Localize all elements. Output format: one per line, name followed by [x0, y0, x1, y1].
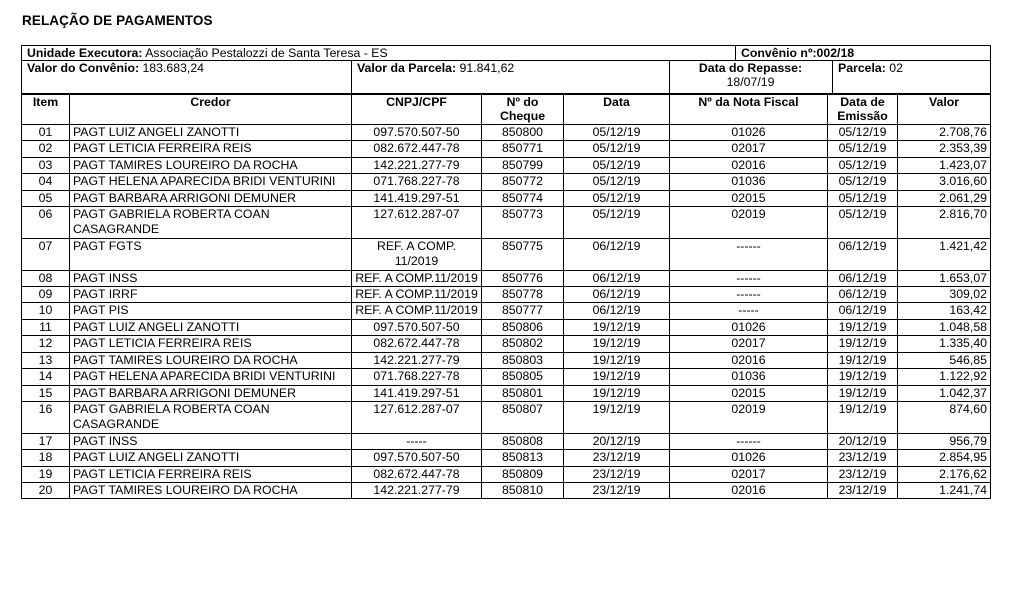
cell-cheque: 850777: [482, 303, 564, 319]
cell-cnpj: REF. A COMP.11/2019: [352, 270, 482, 286]
data-repasse-cell: [670, 61, 833, 94]
cell-emissao: 05/12/19: [828, 157, 898, 173]
cell-valor: 546,85: [898, 352, 991, 368]
cell-credor: PAGT GABRIELA ROBERTA COAN CASAGRANDE: [70, 401, 352, 433]
cell-cnpj: 142.221.277-79: [352, 352, 482, 368]
cell-credor: PAGT HELENA APARECIDA BRIDI VENTURINI: [70, 174, 352, 190]
col-nota: Nº da Nota Fiscal: [670, 95, 828, 125]
cell-emissao: 05/12/19: [828, 207, 898, 239]
valor-parcela-value: 91.841,62: [459, 61, 515, 75]
cell-nota: 01036: [670, 369, 828, 385]
cell-data: 19/12/19: [564, 319, 670, 335]
table-row: [22, 238, 991, 270]
cell-emissao: 19/12/19: [828, 401, 898, 433]
cell-credor: PAGT BARBARA ARRIGONI DEMUNER: [70, 190, 352, 206]
valor-convenio-value: 183.683,24: [142, 61, 205, 75]
cell-item: 16: [22, 401, 70, 433]
cell-item: 08: [22, 270, 70, 286]
cell-credor: PAGT IRRF: [70, 287, 352, 303]
cell-item: 11: [22, 319, 70, 335]
cell-emissao: 23/12/19: [828, 466, 898, 482]
unidade-value: Associação Pestalozzi de Santa Teresa - ES: [145, 46, 388, 60]
cell-data: 06/12/19: [564, 287, 670, 303]
cell-credor: PAGT TAMIRES LOUREIRO DA ROCHA: [70, 157, 352, 173]
parcela-value: 02: [889, 61, 903, 75]
cell-valor: 309,02: [898, 287, 991, 303]
cell-cheque: 850802: [482, 336, 564, 352]
col-emissao: Data de Emissão: [828, 95, 898, 125]
cell-valor: 1.423,07: [898, 157, 991, 173]
cell-emissao: 19/12/19: [828, 385, 898, 401]
valor-parcela-label: Valor da Parcela:: [357, 61, 457, 75]
cell-cheque: 850807: [482, 401, 564, 433]
cell-cnpj: 082.672.447-78: [352, 141, 482, 157]
cell-cnpj: 141.419.297-51: [352, 190, 482, 206]
cell-cheque: 850810: [482, 482, 564, 498]
cell-cnpj: 097.570.507-50: [352, 125, 482, 141]
table-row: [22, 207, 991, 239]
cell-item: 01: [22, 125, 70, 141]
cell-cheque: 850801: [482, 385, 564, 401]
cell-data: 05/12/19: [564, 207, 670, 239]
cell-data: 19/12/19: [564, 352, 670, 368]
cell-nota: 02017: [670, 336, 828, 352]
cell-credor: PAGT LUIZ ANGELI ZANOTTI: [70, 125, 352, 141]
cell-data: 05/12/19: [564, 174, 670, 190]
cell-cnpj: 071.768.227-78: [352, 369, 482, 385]
cell-nota: 01026: [670, 125, 828, 141]
cell-emissao: 06/12/19: [828, 270, 898, 286]
cell-valor: 874,60: [898, 401, 991, 433]
unidade-cell: [22, 46, 736, 61]
cell-cnpj: REF. A COMP. 11/2019: [352, 238, 482, 270]
cell-cheque: 850813: [482, 450, 564, 466]
table-row: [22, 303, 991, 319]
cell-cnpj: 071.768.227-78: [352, 174, 482, 190]
cell-data: 19/12/19: [564, 385, 670, 401]
cell-valor: 1.241,74: [898, 482, 991, 498]
cell-cnpj: 127.612.287-07: [352, 401, 482, 433]
parcela-label: Parcela:: [838, 61, 886, 75]
cell-cnpj: 141.419.297-51: [352, 385, 482, 401]
cell-nota: 01036: [670, 174, 828, 190]
cell-emissao: 20/12/19: [828, 433, 898, 449]
cell-credor: PAGT HELENA APARECIDA BRIDI VENTURINI: [70, 369, 352, 385]
cell-valor: 1.048,58: [898, 319, 991, 335]
cell-item: 19: [22, 466, 70, 482]
cell-nota: 02019: [670, 207, 828, 239]
page-title: RELAÇÃO DE PAGAMENTOS: [22, 13, 213, 28]
table-row: [22, 482, 991, 498]
valor-convenio-label: Valor do Convênio:: [27, 61, 140, 75]
cell-cheque: 850773: [482, 207, 564, 239]
cell-cheque: 850803: [482, 352, 564, 368]
col-cnpj: CNPJ/CPF: [352, 95, 482, 125]
cell-credor: PAGT LETICIA FERREIRA REIS: [70, 336, 352, 352]
cell-emissao: 23/12/19: [828, 482, 898, 498]
cell-cheque: 850806: [482, 319, 564, 335]
cell-nota: 02019: [670, 401, 828, 433]
cell-data: 05/12/19: [564, 141, 670, 157]
cell-data: 05/12/19: [564, 125, 670, 141]
cell-cnpj: 127.612.287-07: [352, 207, 482, 239]
cell-cnpj: 082.672.447-78: [352, 336, 482, 352]
cell-cnpj: 082.672.447-78: [352, 466, 482, 482]
cell-credor: PAGT INSS: [70, 433, 352, 449]
cell-item: 09: [22, 287, 70, 303]
cell-data: 23/12/19: [564, 482, 670, 498]
cell-cnpj: 142.221.277-79: [352, 157, 482, 173]
cell-cheque: 850771: [482, 141, 564, 157]
cell-nota: 02016: [670, 157, 828, 173]
cell-emissao: 19/12/19: [828, 352, 898, 368]
cell-cheque: 850808: [482, 433, 564, 449]
cell-cheque: 850805: [482, 369, 564, 385]
col-credor: Credor: [70, 95, 352, 125]
table-row: [22, 352, 991, 368]
cell-valor: 1.122,92: [898, 369, 991, 385]
cell-nota: ------: [670, 238, 828, 270]
cell-item: 04: [22, 174, 70, 190]
cell-item: 10: [22, 303, 70, 319]
cell-valor: 1.335,40: [898, 336, 991, 352]
table-row: [22, 287, 991, 303]
cell-valor: 1.653,07: [898, 270, 991, 286]
cell-valor: 2.816,70: [898, 207, 991, 239]
cell-emissao: 19/12/19: [828, 319, 898, 335]
cell-item: 17: [22, 433, 70, 449]
cell-nota: 02016: [670, 352, 828, 368]
table-header-row: [22, 95, 991, 125]
col-data: Data: [564, 95, 670, 125]
cell-valor: 2.176,62: [898, 466, 991, 482]
cell-nota: 02017: [670, 141, 828, 157]
valor-parcela-cell: [352, 61, 670, 94]
cell-cheque: 850774: [482, 190, 564, 206]
cell-data: 05/12/19: [564, 157, 670, 173]
table-row: [22, 319, 991, 335]
cell-nota: 02015: [670, 190, 828, 206]
cell-credor: PAGT TAMIRES LOUREIRO DA ROCHA: [70, 352, 352, 368]
cell-item: 13: [22, 352, 70, 368]
table-row: [22, 336, 991, 352]
cell-emissao: 06/12/19: [828, 287, 898, 303]
data-repasse-value: 18/07/19: [726, 75, 775, 89]
cell-valor: 2.854,95: [898, 450, 991, 466]
col-cheque: Nº do Cheque: [482, 95, 564, 125]
cell-cnpj: REF. A COMP.11/2019: [352, 303, 482, 319]
cell-item: 07: [22, 238, 70, 270]
cell-credor: PAGT LUIZ ANGELI ZANOTTI: [70, 450, 352, 466]
cell-cheque: 850778: [482, 287, 564, 303]
table-row: [22, 401, 991, 433]
cell-data: 06/12/19: [564, 238, 670, 270]
cell-data: 06/12/19: [564, 303, 670, 319]
cell-cheque: 850800: [482, 125, 564, 141]
cell-cnpj: 097.570.507-50: [352, 319, 482, 335]
cell-emissao: 05/12/19: [828, 190, 898, 206]
table-row: [22, 141, 991, 157]
cell-credor: PAGT LUIZ ANGELI ZANOTTI: [70, 319, 352, 335]
cell-item: 14: [22, 369, 70, 385]
cell-valor: 1.042,37: [898, 385, 991, 401]
cell-valor: 956,79: [898, 433, 991, 449]
cell-nota: 02015: [670, 385, 828, 401]
cell-item: 02: [22, 141, 70, 157]
cell-cheque: 850772: [482, 174, 564, 190]
table-row: [22, 466, 991, 482]
unidade-label: Unidade Executora:: [27, 46, 143, 60]
parcela-cell: [833, 61, 991, 94]
cell-emissao: 19/12/19: [828, 336, 898, 352]
cell-valor: 1.421,42: [898, 238, 991, 270]
cell-valor: 2.708,76: [898, 125, 991, 141]
table-row: [22, 190, 991, 206]
cell-data: 19/12/19: [564, 401, 670, 433]
table-row: [22, 157, 991, 173]
table-row: [22, 270, 991, 286]
data-repasse-label: Data do Repasse:: [698, 61, 803, 75]
cell-emissao: 19/12/19: [828, 369, 898, 385]
cell-credor: PAGT LETICIA FERREIRA REIS: [70, 141, 352, 157]
cell-emissao: 23/12/19: [828, 450, 898, 466]
cell-item: 12: [22, 336, 70, 352]
cell-nota: 01026: [670, 450, 828, 466]
cell-credor: PAGT LETICIA FERREIRA REIS: [70, 466, 352, 482]
cell-nota: 02016: [670, 482, 828, 498]
cell-nota: 01026: [670, 319, 828, 335]
table-row: [22, 125, 991, 141]
cell-item: 18: [22, 450, 70, 466]
cell-valor: 2.061,29: [898, 190, 991, 206]
cell-cnpj: -----: [352, 433, 482, 449]
cell-data: 23/12/19: [564, 450, 670, 466]
payments-table: [21, 94, 991, 499]
header-table: [21, 45, 991, 94]
cell-item: 15: [22, 385, 70, 401]
cell-credor: PAGT TAMIRES LOUREIRO DA ROCHA: [70, 482, 352, 498]
cell-nota: 02017: [670, 466, 828, 482]
cell-cnpj: REF. A COMP.11/2019: [352, 287, 482, 303]
cell-credor: PAGT BARBARA ARRIGONI DEMUNER: [70, 385, 352, 401]
cell-credor: PAGT GABRIELA ROBERTA COAN CASAGRANDE: [70, 207, 352, 239]
cell-valor: 163,42: [898, 303, 991, 319]
cell-credor: PAGT PIS: [70, 303, 352, 319]
cell-cnpj: 142.221.277-79: [352, 482, 482, 498]
cell-data: 20/12/19: [564, 433, 670, 449]
cell-data: 05/12/19: [564, 190, 670, 206]
cell-cnpj: 097.570.507-50: [352, 450, 482, 466]
cell-valor: 3.016,60: [898, 174, 991, 190]
table-row: [22, 450, 991, 466]
col-item: Item: [22, 95, 70, 125]
cell-nota: ------: [670, 287, 828, 303]
cell-nota: -----: [670, 303, 828, 319]
valor-convenio-cell: [22, 61, 352, 94]
cell-nota: ------: [670, 270, 828, 286]
cell-item: 05: [22, 190, 70, 206]
cell-data: 19/12/19: [564, 369, 670, 385]
cell-item: 03: [22, 157, 70, 173]
cell-cheque: 850809: [482, 466, 564, 482]
cell-cheque: 850776: [482, 270, 564, 286]
table-row: [22, 385, 991, 401]
cell-cheque: 850799: [482, 157, 564, 173]
cell-item: 06: [22, 207, 70, 239]
cell-data: 06/12/19: [564, 270, 670, 286]
cell-item: 20: [22, 482, 70, 498]
cell-credor: PAGT FGTS: [70, 238, 352, 270]
cell-data: 23/12/19: [564, 466, 670, 482]
cell-emissao: 05/12/19: [828, 141, 898, 157]
cell-nota: ------: [670, 433, 828, 449]
col-valor: Valor: [898, 95, 991, 125]
convenio-label: Convênio nº:002/18: [736, 46, 991, 61]
cell-cheque: 850775: [482, 238, 564, 270]
cell-valor: 2.353,39: [898, 141, 991, 157]
cell-credor: PAGT INSS: [70, 270, 352, 286]
table-row: [22, 369, 991, 385]
cell-emissao: 06/12/19: [828, 238, 898, 270]
table-row: [22, 174, 991, 190]
cell-data: 19/12/19: [564, 336, 670, 352]
table-row: [22, 433, 991, 449]
cell-emissao: 05/12/19: [828, 125, 898, 141]
cell-emissao: 05/12/19: [828, 174, 898, 190]
cell-emissao: 06/12/19: [828, 303, 898, 319]
